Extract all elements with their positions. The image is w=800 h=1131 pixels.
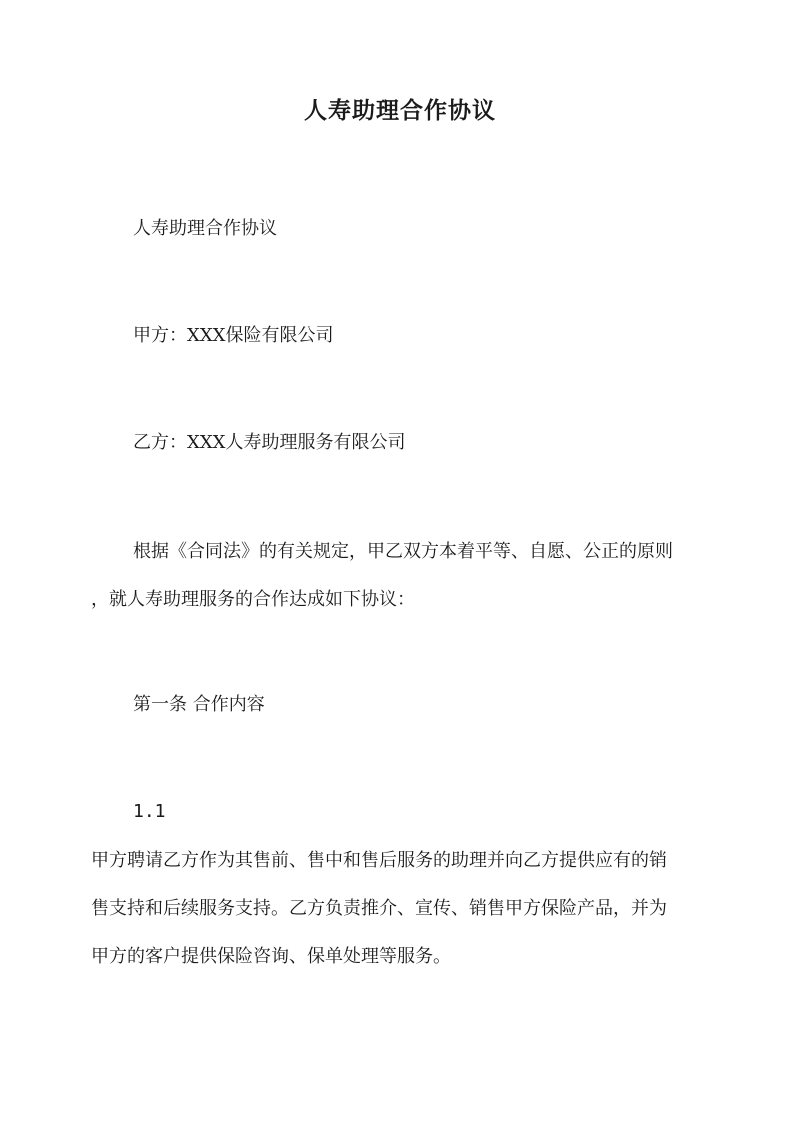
clause-1-1-line-2: 售支持和后续服务支持。乙方负责推介、宣传、销售甲方保险产品，并为 [91, 898, 667, 919]
article-1-heading: 第一条 合作内容 [133, 694, 265, 715]
party-a-line: 甲方：XXX保险有限公司 [133, 325, 334, 346]
clause-1-1-line-1: 甲方聘请乙方作为其售前、售中和售后服务的助理并向乙方提供应有的销 [91, 850, 667, 871]
document-subtitle: 人寿助理合作协议 [133, 218, 277, 239]
clause-1-1-line-3: 甲方的客户提供保险咨询、保单处理等服务。 [91, 946, 451, 967]
intro-paragraph-line-1: 根据《合同法》的有关规定，甲乙双方本着平等、自愿、公正的原则 [133, 541, 673, 562]
clause-1-1-number: 1.1 [133, 801, 166, 822]
intro-paragraph-line-2: ，就人寿助理服务的合作达成如下协议： [91, 589, 415, 610]
document-title: 人寿助理合作协议 [304, 97, 496, 124]
party-b-line: 乙方：XXX人寿助理服务有限公司 [133, 432, 406, 453]
